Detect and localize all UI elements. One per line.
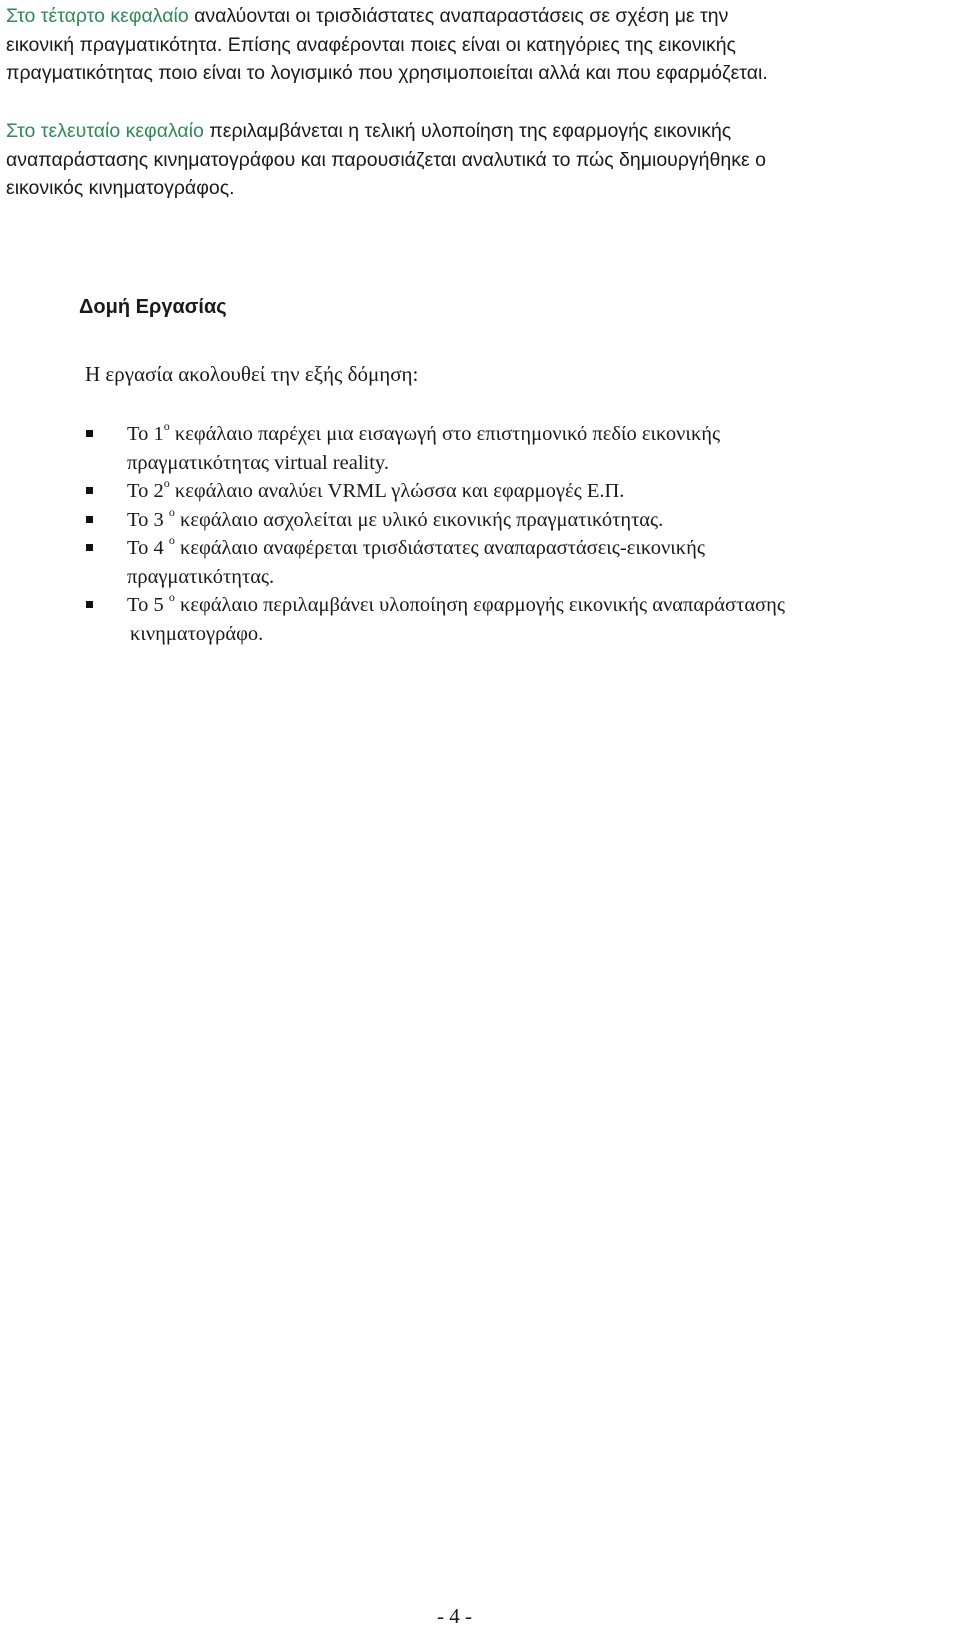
chapter-prefix: Το 4 <box>127 537 169 559</box>
list-item-text <box>127 506 927 535</box>
square-bullet-icon <box>86 430 93 437</box>
ordinal-marker: ο <box>163 476 170 490</box>
ordinal-marker: ο <box>163 419 170 433</box>
paragraph-line: εικονική πραγματικότητα. Επίσης αναφέρονται ποιες είναι οι κατηγόριες της εικονικής <box>6 33 736 56</box>
square-bullet-icon <box>86 601 93 608</box>
list-item-text <box>127 534 927 591</box>
paragraph-chapter-four <box>6 2 954 88</box>
chapter-description: κεφάλαιο παρέχει μια εισαγωγή στο επιστημονικό πεδίο εικονικής <box>169 423 721 445</box>
chapter-continuation: πραγματικότητας virtual reality. <box>127 451 389 474</box>
square-bullet-icon <box>86 544 93 551</box>
square-bullet-icon <box>86 487 93 494</box>
square-bullet-icon <box>86 516 93 523</box>
page-number: - 4 - <box>437 1604 472 1628</box>
chapter-description: κεφάλαιο ασχολείται με υλικό εικονικής πραγματικότητας. <box>174 508 664 531</box>
section-intro: Η εργασία ακολουθεί την εξής δόμηση: <box>85 362 419 386</box>
chapter-description: κεφάλαιο περιλαμβάνει υλοποίηση εφαρμογής εικονικής αναπαράστασης <box>174 594 785 616</box>
highlight-text: Στο τελευταίο κεφαλαίο <box>6 120 204 142</box>
highlight-text: Στο τέταρτο κεφαλαίο <box>6 5 189 27</box>
list-item-text <box>127 591 927 648</box>
list-item-text <box>127 477 927 506</box>
chapter-prefix: Το 2 <box>127 480 164 502</box>
paragraph-line: αναπαράστασης κινηματογράφου και παρουσιάζεται αναλυτικά το πώς δημιουργήθηκε ο <box>6 148 766 171</box>
chapter-prefix: Το 3 <box>127 508 169 531</box>
ordinal-marker: ο <box>168 533 175 547</box>
paragraph-text: αναλύονται οι τρισδιάστατες αναπαραστάσεις σε σχέση με την <box>188 5 729 27</box>
chapter-description: κεφάλαιο αναλύει VRML γλώσσα και εφαρμογές Ε.Π. <box>169 480 625 502</box>
paragraph-line <box>6 117 954 146</box>
paragraph-line <box>6 2 954 31</box>
chapter-prefix: Το 1 <box>127 423 164 445</box>
ordinal-marker: ο <box>168 590 175 604</box>
section-heading: Δομή Εργασίας <box>79 296 227 318</box>
ordinal-marker: ο <box>168 504 175 519</box>
chapter-continuation: κινηματογράφο. <box>130 622 264 645</box>
chapter-continuation: πραγματικότητας. <box>127 565 275 588</box>
chapter-description: κεφάλαιο αναφέρεται τρισδιάστατες αναπαραστάσεις-εικονικής <box>174 537 705 559</box>
paragraph-line: εικονικός κινηματογράφος. <box>6 177 235 199</box>
paragraph-line: πραγματικότητας ποιο είναι το λογισμικό που χρησιμοποιείται αλλά και που εφαρμόζεται. <box>6 62 768 84</box>
list-item-text <box>127 420 927 477</box>
chapter-prefix: Το 5 <box>127 594 169 616</box>
paragraph-text: περιλαμβάνεται η τελική υλοποίηση της εφαρμογής εικονικής <box>203 120 732 142</box>
paragraph-last-chapter <box>6 117 954 203</box>
